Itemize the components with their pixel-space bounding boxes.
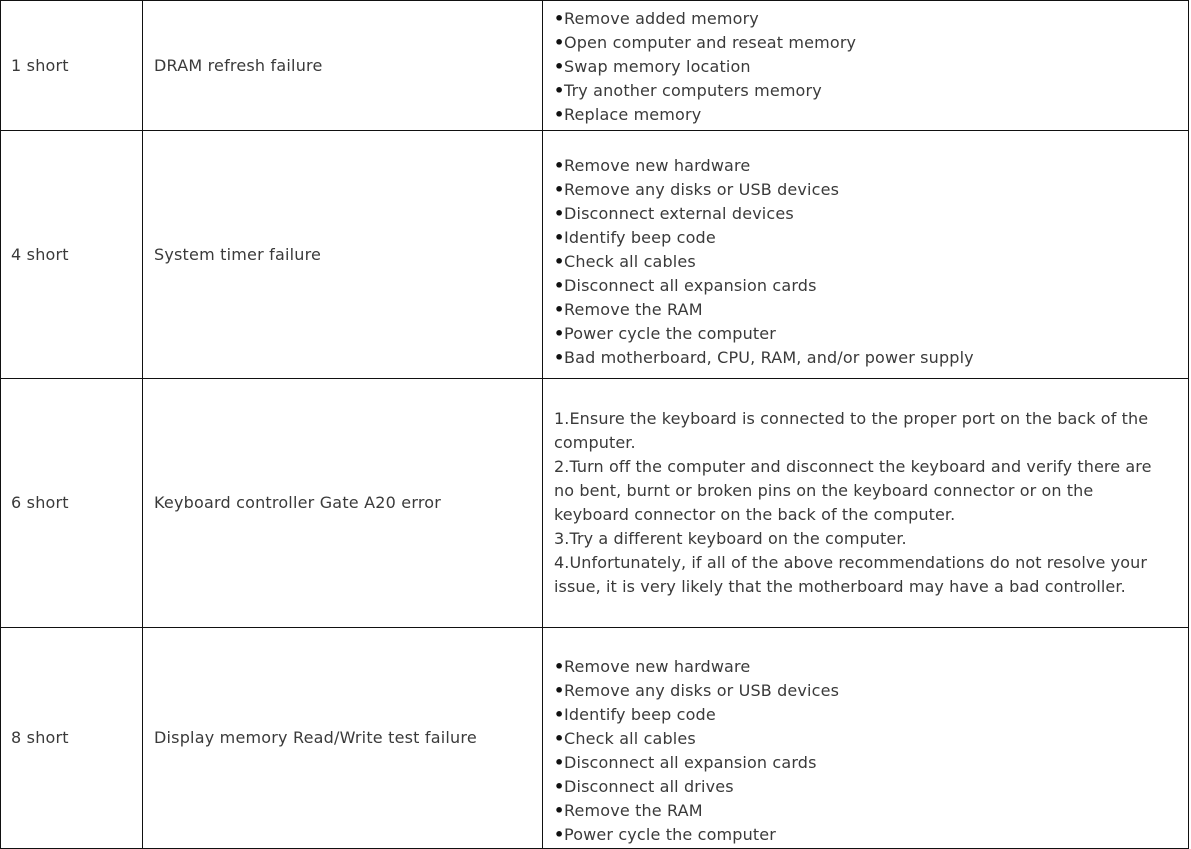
bullet-icon: •: [554, 801, 565, 820]
list-item: •Disconnect all expansion cards: [554, 274, 1170, 298]
bullet-icon: •: [554, 203, 565, 223]
list-item: 4.Unfortunately, if all of the above recommendations do not resolve your issue, it is very likely that the motherboard may have a bad controller.: [554, 553, 1148, 596]
list-item: •Swap memory location: [554, 55, 1170, 79]
list-item: •Check all cables: [554, 727, 1170, 751]
troubleshooting-list: [554, 7, 1170, 127]
bullet-icon: •: [554, 729, 565, 748]
table-row: [1, 628, 1189, 849]
list-item: •Identify beep code: [554, 703, 1170, 727]
list-item: •Remove the RAM: [554, 298, 1170, 322]
bullet-icon: •: [554, 179, 565, 199]
bullet-icon: •: [554, 825, 565, 844]
bullet-icon: •: [554, 81, 565, 100]
bullet-icon: •: [554, 657, 565, 676]
bullet-icon: •: [554, 347, 565, 367]
list-item: •Check all cables: [554, 250, 1170, 274]
list-item: •Bad motherboard, CPU, RAM, and/or power supply: [554, 346, 1170, 370]
list-item: 3.Try a different keyboard on the computer.: [554, 529, 907, 548]
beep-code-cell: 1 short: [1, 1, 143, 131]
table-row: [1, 131, 1189, 379]
list-item: •Power cycle the computer: [554, 322, 1170, 346]
list-item: •Disconnect all drives: [554, 775, 1170, 799]
list-item: •Power cycle the computer: [554, 823, 1170, 847]
list-item: •Open computer and reseat memory: [554, 31, 1170, 55]
troubleshooting-list: [554, 154, 1170, 370]
bullet-icon: •: [554, 777, 565, 796]
bullet-icon: •: [554, 57, 565, 76]
bullet-icon: •: [554, 251, 565, 271]
table-row: [1, 379, 1189, 628]
bullet-icon: •: [554, 705, 565, 724]
list-item: 2.Turn off the computer and disconnect the keyboard and verify there are no bent, burnt or broken pins on the keyboard connector or on the keyboard connector on the back of the computer.: [554, 457, 1152, 524]
troubleshooting-cell: [543, 1, 1189, 131]
beep-code-cell: 6 short: [1, 379, 143, 628]
troubleshooting-cell: [543, 131, 1189, 379]
bullet-icon: •: [554, 155, 565, 175]
bullet-icon: •: [554, 105, 565, 124]
list-item: •Remove new hardware: [554, 655, 1170, 679]
error-description-cell: Display memory Read/Write test failure: [143, 628, 543, 849]
troubleshooting-cell: [543, 379, 1189, 628]
bullet-icon: •: [554, 227, 565, 247]
beep-code-cell: 8 short: [1, 628, 143, 849]
table-row: [1, 1, 1189, 131]
error-description-cell: Keyboard controller Gate A20 error: [143, 379, 543, 628]
bullet-icon: •: [554, 33, 565, 52]
beep-code-cell: 4 short: [1, 131, 143, 379]
bullet-icon: •: [554, 753, 565, 772]
list-item: •Disconnect external devices: [554, 202, 1170, 226]
list-item: •Remove added memory: [554, 7, 1170, 31]
numbered-steps-list: [554, 407, 1170, 599]
bullet-icon: •: [554, 275, 565, 295]
error-description-cell: System timer failure: [143, 131, 543, 379]
list-item: •Try another computers memory: [554, 79, 1170, 103]
list-item: •Identify beep code: [554, 226, 1170, 250]
troubleshooting-cell: [543, 628, 1189, 849]
list-item: 1.Ensure the keyboard is connected to the proper port on the back of the computer.: [554, 409, 1149, 452]
troubleshooting-list: [554, 655, 1170, 847]
bullet-icon: •: [554, 323, 565, 343]
bullet-icon: •: [554, 681, 565, 700]
bullet-icon: •: [554, 9, 565, 28]
list-item: •Remove new hardware: [554, 154, 1170, 178]
list-item: •Disconnect all expansion cards: [554, 751, 1170, 775]
list-item: •Remove the RAM: [554, 799, 1170, 823]
bullet-icon: •: [554, 299, 565, 319]
list-item: •Remove any disks or USB devices: [554, 679, 1170, 703]
list-item: •Remove any disks or USB devices: [554, 178, 1170, 202]
list-item: •Replace memory: [554, 103, 1170, 127]
error-description-cell: DRAM refresh failure: [143, 1, 543, 131]
